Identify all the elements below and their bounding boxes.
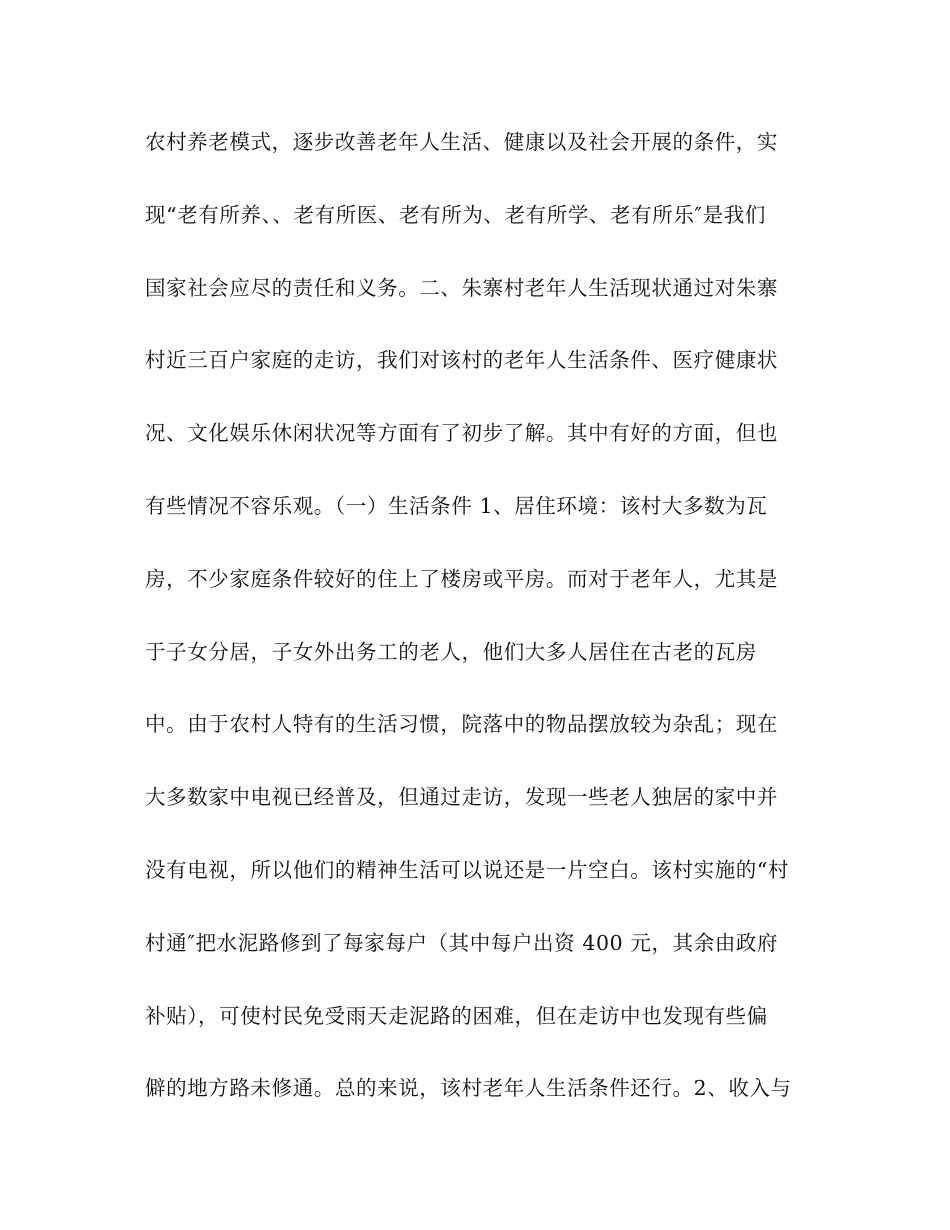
body-text xyxy=(145,122,815,1141)
text-line: 村近三百户家庭的走访，我们对该村的老年人生活条件、医疗健康状 xyxy=(145,348,778,373)
text-line: 现“老有所养、、老有所医、老有所为、老有所学、老有所乐″是我们 xyxy=(145,202,766,227)
text-line: 于子女分居，子女外出务工的老人，他们大多人居住在古老的瓦房 xyxy=(145,639,757,664)
text-line: 国家社会应尽的责任和义务。二、朱寨村老年人生活现状通过对朱寨 xyxy=(145,275,778,300)
text-line: 中。由于农村人特有的生活习惯，院落中的物品摆放较为杂乱；现在 xyxy=(145,712,778,737)
text-line: 房，不少家庭条件较好的住上了楼房或平房。而对于老年人，尤其是 xyxy=(145,566,778,591)
text-line: 大多数家中电视已经普及，但通过走访，发现一些老人独居的家中并 xyxy=(145,785,778,810)
text-line: 补贴），可使村民免受雨天走泥路的困难，但在走访中也发现有些偏 xyxy=(145,1003,768,1028)
text-line: 况、文化娱乐休闲状况等方面有了初步了解。其中有好的方面，但也 xyxy=(145,421,778,446)
text-line: 有些情况不容乐观。（一）生活条件 1、居住环境：该村大多数为瓦 xyxy=(145,493,768,518)
text-line: 村通″把水泥路修到了每家每户（其中每户出资 400 元，其余由政府 xyxy=(145,930,779,955)
text-line: 农村养老模式，逐步改善老年人生活、健康以及社会开展的条件，实 xyxy=(145,130,778,154)
text-line: 没有电视，所以他们的精神生活可以说还是一片空白。该村实施的“村 xyxy=(145,857,790,882)
text-line: 僻的地方路未修通。总的来说，该村老年人生活条件还行。2、收入与 xyxy=(145,1076,792,1101)
